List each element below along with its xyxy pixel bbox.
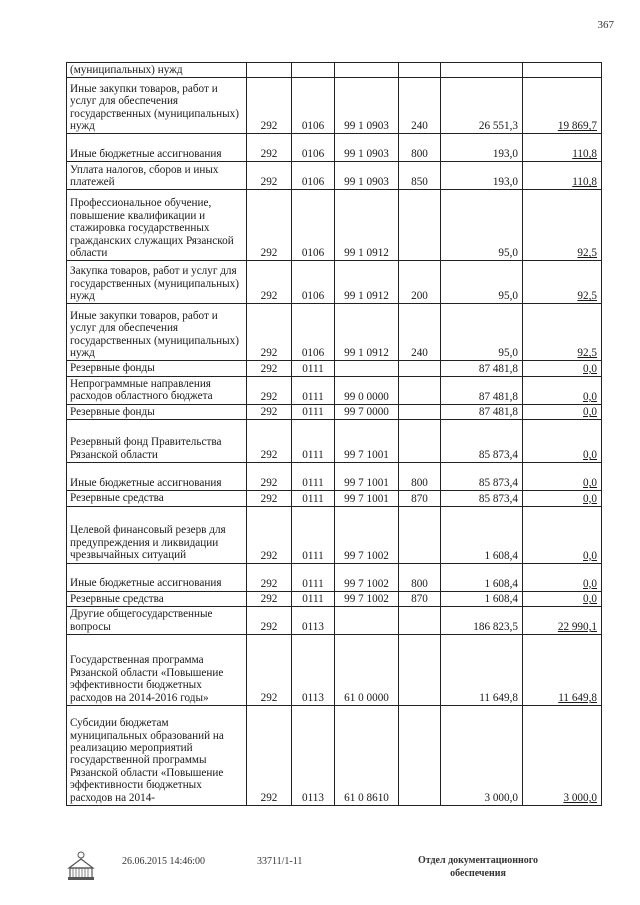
cell-amount-plan: 1 608,4 xyxy=(441,506,523,563)
table-body xyxy=(67,63,602,806)
cell-name: Целевой финансовый резерв для предупреждения и ликвидации чрезвычайных ситуаций xyxy=(67,506,247,563)
cell-target-article: 99 1 0903 xyxy=(335,162,399,190)
cell-target-article: 99 7 1001 xyxy=(335,420,399,463)
cell-amount-plan: 1 608,4 xyxy=(441,591,523,606)
cell-amount-actual: 92,5 xyxy=(523,190,602,261)
cell-amount-actual: 19 869,7 xyxy=(523,78,602,134)
cell-amount-plan: 87 481,8 xyxy=(441,361,523,376)
cell-target-article: 99 1 0903 xyxy=(335,78,399,134)
cell-ved: 292 xyxy=(247,706,292,806)
table-row xyxy=(67,563,602,591)
cell-amount-plan xyxy=(441,63,523,78)
cell-target-article: 99 0 0000 xyxy=(335,376,399,404)
table-row xyxy=(67,635,602,706)
cell-amount-actual: 0,0 xyxy=(523,463,602,491)
cell-amount-plan: 95,0 xyxy=(441,190,523,261)
cell-amount-plan: 193,0 xyxy=(441,134,523,162)
cell-amount-actual: 110,8 xyxy=(523,134,602,162)
cell-amount-actual: 0,0 xyxy=(523,491,602,506)
cell-amount-actual: 110,8 xyxy=(523,162,602,190)
table-row xyxy=(67,591,602,606)
cell-target-article: 99 1 0912 xyxy=(335,304,399,361)
table-row xyxy=(67,78,602,134)
cell-section: 0111 xyxy=(292,491,335,506)
cell-expense-type: 800 xyxy=(399,134,441,162)
cell-ved: 292 xyxy=(247,261,292,304)
cell-section: 0111 xyxy=(292,563,335,591)
cell-amount-actual: 0,0 xyxy=(523,420,602,463)
cell-section: 0106 xyxy=(292,134,335,162)
cell-name: Профессиональное обучение, повышение квалификации и стажировка государственных гражданских служащих Рязанской области xyxy=(67,190,247,261)
cell-name: Субсидии бюджетам муниципальных образований на реализацию мероприятий государственной программы Рязанской области «Повышение эффективности бюджетных расходов на 2014- xyxy=(67,706,247,806)
cell-ved xyxy=(247,63,292,78)
cell-amount-actual: 22 990,1 xyxy=(523,607,602,635)
cell-name: Резервные фонды xyxy=(67,404,247,419)
table-row xyxy=(67,190,602,261)
cell-expense-type xyxy=(399,63,441,78)
cell-expense-type: 870 xyxy=(399,491,441,506)
cell-section: 0106 xyxy=(292,261,335,304)
cell-section: 0111 xyxy=(292,463,335,491)
cell-expense-type xyxy=(399,706,441,806)
cell-expense-type: 800 xyxy=(399,563,441,591)
cell-ved: 292 xyxy=(247,635,292,706)
cell-section: 0111 xyxy=(292,361,335,376)
cell-name: Уплата налогов, сборов и иных платежей xyxy=(67,162,247,190)
cell-amount-plan: 186 823,5 xyxy=(441,607,523,635)
table-row xyxy=(67,261,602,304)
footer-datetime: 26.06.2015 14:46:00 xyxy=(122,856,206,867)
cell-amount-plan: 3 000,0 xyxy=(441,706,523,806)
cell-expense-type: 800 xyxy=(399,463,441,491)
cell-expense-type: 240 xyxy=(399,78,441,134)
cell-amount-actual: 0,0 xyxy=(523,361,602,376)
cell-expense-type xyxy=(399,607,441,635)
table-row xyxy=(67,376,602,404)
cell-target-article: 61 0 0000 xyxy=(335,635,399,706)
cell-section: 0106 xyxy=(292,162,335,190)
table-row xyxy=(67,404,602,419)
cell-ved: 292 xyxy=(247,376,292,404)
cell-amount-actual: 3 000,0 xyxy=(523,706,602,806)
cell-expense-type: 870 xyxy=(399,591,441,606)
cell-amount-plan: 87 481,8 xyxy=(441,376,523,404)
cell-ved: 292 xyxy=(247,506,292,563)
cell-expense-type xyxy=(399,361,441,376)
cell-amount-plan: 95,0 xyxy=(441,261,523,304)
cell-section: 0113 xyxy=(292,607,335,635)
cell-name: Резервные фонды xyxy=(67,361,247,376)
cell-section: 0113 xyxy=(292,635,335,706)
cell-ved: 292 xyxy=(247,607,292,635)
table-row xyxy=(67,607,602,635)
cell-target-article: 99 7 1001 xyxy=(335,491,399,506)
cell-amount-plan: 87 481,8 xyxy=(441,404,523,419)
cell-section: 0113 xyxy=(292,706,335,806)
cell-ved: 292 xyxy=(247,304,292,361)
cell-name: Иные бюджетные ассигнования xyxy=(67,463,247,491)
footer-document-id: 33711/1-11 xyxy=(257,856,303,867)
cell-section: 0111 xyxy=(292,376,335,404)
cell-ved: 292 xyxy=(247,420,292,463)
cell-target-article: 61 0 8610 xyxy=(335,706,399,806)
budget-table xyxy=(66,62,602,806)
cell-amount-actual: 0,0 xyxy=(523,591,602,606)
cell-target-article: 99 1 0903 xyxy=(335,134,399,162)
table-row xyxy=(67,491,602,506)
cell-expense-type: 850 xyxy=(399,162,441,190)
cell-amount-actual: 0,0 xyxy=(523,506,602,563)
cell-name: Иные закупки товаров, работ и услуг для обеспечения государственных (муниципальных) нужд xyxy=(67,304,247,361)
cell-expense-type xyxy=(399,506,441,563)
cell-name: (муниципальных) нужд xyxy=(67,63,247,78)
cell-name: Государственная программа Рязанской области «Повышение эффективности бюджетных расходов на 2014-2016 годы» xyxy=(67,635,247,706)
cell-section xyxy=(292,63,335,78)
cell-expense-type xyxy=(399,376,441,404)
cell-name: Закупка товаров, работ и услуг для государственных (муниципальных) нужд xyxy=(67,261,247,304)
cell-ved: 292 xyxy=(247,463,292,491)
cell-amount-plan: 11 649,8 xyxy=(441,635,523,706)
cell-ved: 292 xyxy=(247,563,292,591)
cell-name: Резервный фонд Правительства Рязанской области xyxy=(67,420,247,463)
cell-target-article: 99 7 1002 xyxy=(335,563,399,591)
cell-ved: 292 xyxy=(247,78,292,134)
cell-expense-type: 200 xyxy=(399,261,441,304)
cell-name: Иные закупки товаров, работ и услуг для обеспечения государственных (муниципальных) нужд xyxy=(67,78,247,134)
cell-target-article: 99 1 0912 xyxy=(335,190,399,261)
cell-amount-actual: 92,5 xyxy=(523,304,602,361)
cell-amount-actual: 0,0 xyxy=(523,563,602,591)
cell-name: Иные бюджетные ассигнования xyxy=(67,563,247,591)
cell-amount-actual: 11 649,8 xyxy=(523,635,602,706)
cell-amount-plan: 85 873,4 xyxy=(441,463,523,491)
cell-amount-plan: 85 873,4 xyxy=(441,491,523,506)
cell-target-article: 99 7 1002 xyxy=(335,591,399,606)
page-footer xyxy=(0,850,640,890)
cell-ved: 292 xyxy=(247,404,292,419)
cell-target-article xyxy=(335,63,399,78)
cell-amount-actual xyxy=(523,63,602,78)
table-row xyxy=(67,463,602,491)
cell-target-article: 99 7 1001 xyxy=(335,463,399,491)
cell-target-article xyxy=(335,607,399,635)
cell-target-article xyxy=(335,361,399,376)
table-row xyxy=(67,420,602,463)
cell-amount-actual: 0,0 xyxy=(523,404,602,419)
cell-expense-type xyxy=(399,420,441,463)
cell-target-article: 99 1 0912 xyxy=(335,261,399,304)
table-row xyxy=(67,134,602,162)
cell-name: Непрограммные направления расходов областного бюджета xyxy=(67,376,247,404)
cell-ved: 292 xyxy=(247,491,292,506)
cell-expense-type: 240 xyxy=(399,304,441,361)
cell-name: Другие общегосударственные вопросы xyxy=(67,607,247,635)
cell-section: 0111 xyxy=(292,506,335,563)
cell-name: Иные бюджетные ассигнования xyxy=(67,134,247,162)
cell-ved: 292 xyxy=(247,134,292,162)
cell-expense-type xyxy=(399,404,441,419)
cell-amount-plan: 85 873,4 xyxy=(441,420,523,463)
cell-section: 0111 xyxy=(292,404,335,419)
cell-amount-plan: 193,0 xyxy=(441,162,523,190)
cell-amount-plan: 26 551,3 xyxy=(441,78,523,134)
table-row xyxy=(67,506,602,563)
page-number: 367 xyxy=(597,19,614,31)
cell-name: Резервные средства xyxy=(67,591,247,606)
cell-expense-type xyxy=(399,635,441,706)
cell-amount-actual: 0,0 xyxy=(523,376,602,404)
cell-ved: 292 xyxy=(247,361,292,376)
cell-name: Резервные средства xyxy=(67,491,247,506)
table-row xyxy=(67,361,602,376)
cell-section: 0111 xyxy=(292,591,335,606)
footer-department: Отдел документационного обеспечения xyxy=(417,855,539,879)
cell-ved: 292 xyxy=(247,190,292,261)
cell-section: 0111 xyxy=(292,420,335,463)
cell-section: 0106 xyxy=(292,304,335,361)
cell-amount-plan: 95,0 xyxy=(441,304,523,361)
cell-target-article: 99 7 1002 xyxy=(335,506,399,563)
duma-emblem-icon xyxy=(60,850,102,884)
cell-ved: 292 xyxy=(247,162,292,190)
cell-section: 0106 xyxy=(292,78,335,134)
cell-target-article: 99 7 0000 xyxy=(335,404,399,419)
cell-amount-actual: 92,5 xyxy=(523,261,602,304)
table-row xyxy=(67,304,602,361)
table-row xyxy=(67,63,602,78)
table-row xyxy=(67,706,602,806)
cell-expense-type xyxy=(399,190,441,261)
table-row xyxy=(67,162,602,190)
cell-section: 0106 xyxy=(292,190,335,261)
cell-amount-plan: 1 608,4 xyxy=(441,563,523,591)
cell-ved: 292 xyxy=(247,591,292,606)
